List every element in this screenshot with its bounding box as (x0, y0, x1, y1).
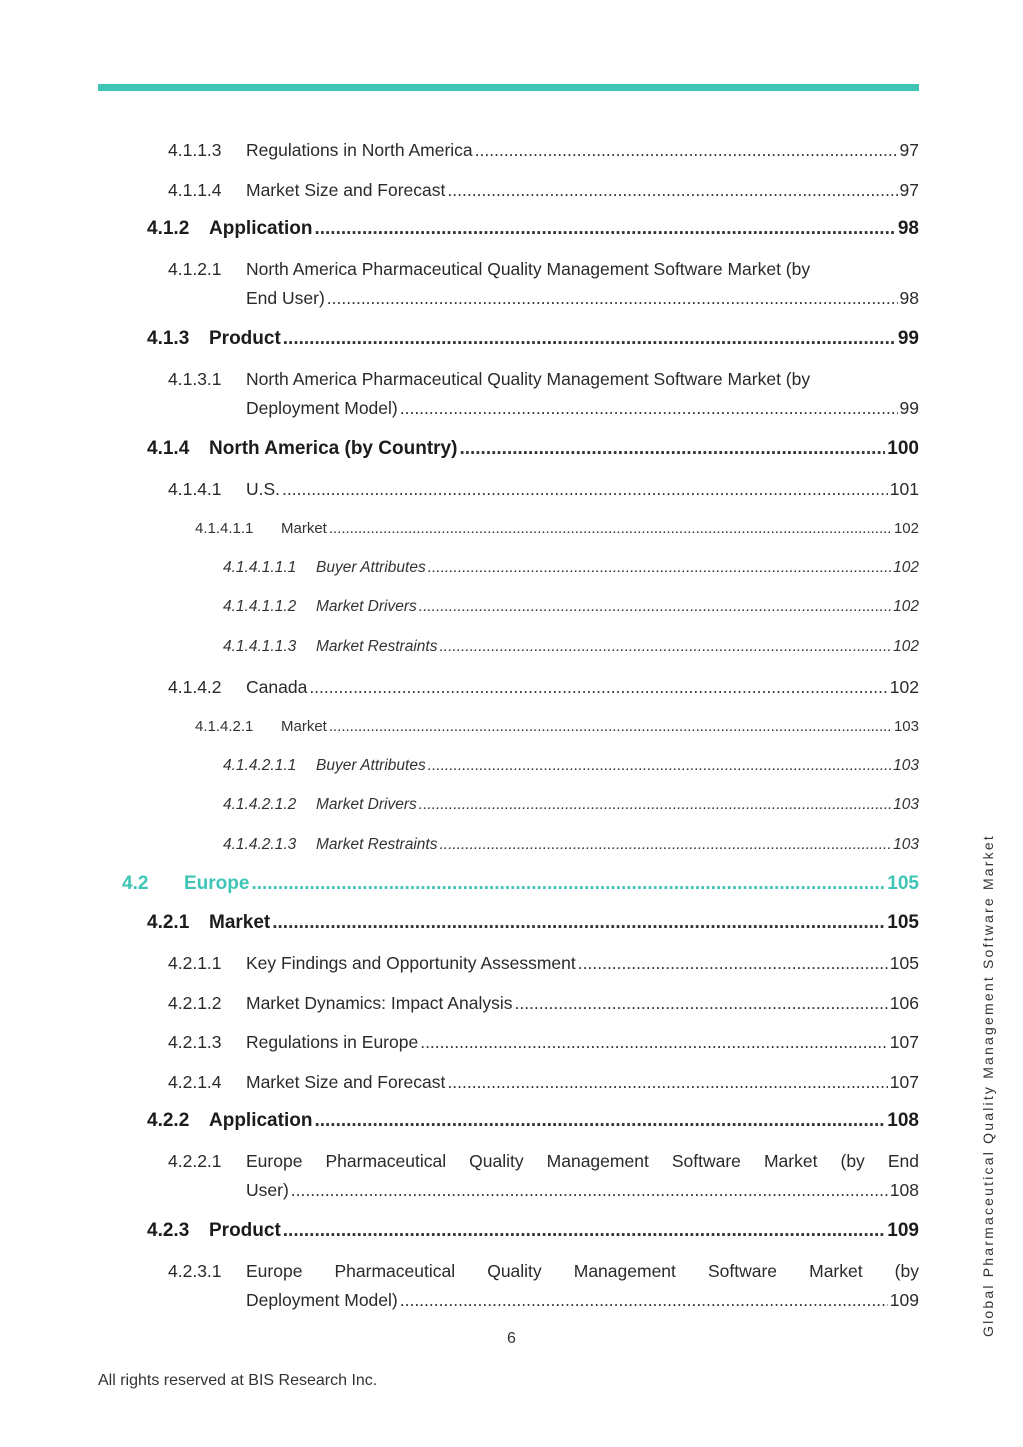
toc-entry[interactable] (168, 677, 919, 698)
toc-title: Europe Pharmaceutical Quality Management Software Market (by (246, 1261, 919, 1281)
toc-page: 100 (887, 438, 919, 459)
toc-title: Europe (184, 873, 250, 894)
toc-entry[interactable] (195, 718, 919, 735)
toc-title: Buyer Attributes (316, 559, 426, 576)
dot-leader (283, 1220, 886, 1242)
dot-leader (314, 1110, 885, 1132)
toc-number: 4.2 (122, 873, 149, 894)
toc-title: Europe Pharmaceutical Quality Management Software Market (by End (246, 1151, 919, 1171)
toc-number: 4.2.1.3 (168, 1032, 222, 1052)
toc-page: 106 (889, 993, 919, 1013)
toc-entry[interactable] (147, 328, 919, 350)
dot-leader (514, 993, 887, 1014)
toc-page: 99 (899, 398, 919, 418)
toc-entry[interactable] (223, 638, 919, 656)
toc-title: Buyer Attributes (316, 757, 426, 774)
toc-number: 4.1.2 (147, 218, 190, 239)
toc-title: Product (209, 328, 281, 349)
toc-entry[interactable] (223, 757, 919, 775)
toc-entry[interactable] (147, 1110, 919, 1132)
dot-leader (283, 328, 896, 350)
toc-number: 4.2.1.2 (168, 993, 222, 1013)
toc-number: 4.1.4.2.1 (195, 718, 254, 735)
dot-leader (329, 718, 892, 735)
toc-page: 97 (899, 140, 919, 160)
dot-leader (272, 912, 885, 934)
toc-page: 99 (897, 328, 919, 349)
dot-leader (420, 1032, 888, 1053)
toc-title: Application (209, 218, 313, 239)
toc-entry[interactable] (147, 1220, 919, 1242)
dot-leader (428, 757, 891, 775)
toc-page: 107 (889, 1072, 919, 1092)
dot-leader (282, 479, 888, 500)
toc-title: Regulations in North America (246, 140, 473, 160)
toc-title: Market Size and Forecast (246, 180, 446, 200)
toc-number: 4.1.3.1 (168, 369, 222, 389)
toc-entry[interactable] (223, 796, 919, 814)
dot-leader (447, 180, 897, 201)
toc-entry[interactable] (168, 993, 919, 1014)
toc-page: 105 (887, 873, 919, 894)
toc-title: Market Restraints (316, 638, 438, 655)
dot-leader (459, 438, 885, 460)
toc-entry[interactable] (168, 1032, 919, 1053)
toc-page: 109 (889, 1290, 919, 1310)
toc-number: 4.2.2.1 (168, 1151, 222, 1171)
dot-leader (291, 1180, 888, 1201)
toc-page: 103 (893, 718, 919, 735)
dot-leader (314, 218, 895, 240)
side-running-title: Global Pharmaceutical Quality Management Software Market (980, 834, 996, 1337)
toc-number: 4.1.4.2.1.1 (223, 757, 297, 774)
toc-page: 102 (893, 598, 919, 615)
dot-leader (329, 520, 892, 537)
toc-number: 4.1.1.4 (168, 180, 222, 200)
dot-leader (251, 873, 885, 895)
toc-title-continued: Deployment Model) (246, 398, 398, 418)
toc-page: 101 (889, 479, 919, 499)
toc-entry[interactable] (168, 180, 919, 201)
toc-number: 4.1.1.3 (168, 140, 222, 160)
toc-number: 4.2.1.4 (168, 1072, 222, 1092)
toc-entry[interactable] (168, 1261, 919, 1311)
toc-entry[interactable] (168, 953, 919, 974)
toc-page: 97 (899, 180, 919, 200)
toc-number: 4.1.4.2.1.3 (223, 836, 297, 853)
toc-entry[interactable] (223, 598, 919, 616)
toc-page: 103 (893, 757, 919, 774)
toc-page: 109 (887, 1220, 919, 1241)
toc-number: 4.2.3.1 (168, 1261, 222, 1281)
toc-title: Market (209, 912, 271, 933)
toc-title: Market Drivers (316, 796, 417, 813)
toc-number: 4.1.3 (147, 328, 190, 349)
toc-title: Market Size and Forecast (246, 1072, 446, 1092)
toc-title: Market Drivers (316, 598, 417, 615)
toc-number: 4.2.2 (147, 1110, 190, 1131)
dot-leader (475, 140, 898, 161)
dot-leader (439, 836, 891, 854)
toc-title: U.S. (246, 479, 281, 499)
toc-page: 102 (893, 559, 919, 576)
toc-number: 4.1.4.1.1.2 (223, 598, 297, 615)
toc-number: 4.2.1 (147, 912, 190, 933)
toc-title-continued: User) (246, 1180, 289, 1200)
toc-title: North America Pharmaceutical Quality Management Software Market (by (246, 369, 811, 389)
toc-number: 4.1.4.1.1 (195, 520, 254, 537)
toc-number: 4.1.2.1 (168, 259, 222, 279)
toc-number: 4.1.4.2.1.2 (223, 796, 297, 813)
toc-title: North America (by Country) (209, 438, 458, 459)
dot-leader (419, 598, 891, 616)
toc-page: 108 (889, 1180, 919, 1200)
toc-title-continued: Deployment Model) (246, 1290, 398, 1310)
toc-title: Regulations in Europe (246, 1032, 419, 1052)
page-number: 6 (507, 1330, 516, 1347)
dot-leader (578, 953, 888, 974)
toc-entry[interactable] (147, 438, 919, 460)
dot-leader (428, 559, 891, 577)
toc-number: 4.1.4.1.1.3 (223, 638, 297, 655)
dot-leader (400, 398, 898, 419)
toc-entry[interactable] (147, 912, 919, 934)
dot-leader (400, 1290, 888, 1311)
toc-page: 105 (889, 953, 919, 973)
toc-number: 4.1.4 (147, 438, 190, 459)
toc-title: Key Findings and Opportunity Assessment (246, 953, 576, 973)
toc-title: Application (209, 1110, 313, 1131)
toc-page: 103 (893, 836, 919, 853)
toc-page: 102 (893, 520, 919, 537)
dot-leader (327, 288, 898, 309)
toc-page: 98 (899, 288, 919, 308)
toc-entry[interactable] (168, 1072, 919, 1093)
toc-title: Market (281, 718, 327, 735)
toc-entry[interactable] (147, 218, 919, 240)
toc-number: 4.1.4.1 (168, 479, 222, 499)
toc-title: Market Restraints (316, 836, 438, 853)
toc-page: 103 (893, 796, 919, 813)
toc-entry[interactable] (168, 479, 919, 500)
toc-entry[interactable] (195, 520, 919, 537)
dot-leader (309, 677, 887, 698)
dot-leader (439, 638, 891, 656)
toc-page: 108 (887, 1110, 919, 1131)
toc-chapter-entry[interactable] (122, 873, 919, 895)
toc-number: 4.1.4.1.1.1 (223, 559, 297, 576)
toc-page: 105 (887, 912, 919, 933)
footer-copyright: All rights reserved at BIS Research Inc. (98, 1372, 378, 1389)
toc-entry[interactable] (168, 259, 919, 309)
dot-leader (419, 796, 891, 814)
toc-entry[interactable] (168, 369, 919, 419)
toc-title: Market Dynamics: Impact Analysis (246, 993, 513, 1013)
toc-page: 102 (889, 677, 919, 697)
toc-entry[interactable] (168, 1151, 919, 1201)
toc-entry[interactable] (223, 559, 919, 577)
toc-title-continued: End User) (246, 288, 325, 308)
toc-page: 102 (893, 638, 919, 655)
dot-leader (447, 1072, 887, 1093)
toc-page: 98 (897, 218, 919, 239)
toc-title: Canada (246, 677, 308, 697)
toc-title: Product (209, 1220, 281, 1241)
toc-title: Market (281, 520, 327, 537)
toc-page: 107 (889, 1032, 919, 1052)
toc-title: North America Pharmaceutical Quality Management Software Market (by (246, 259, 811, 279)
toc-number: 4.2.3 (147, 1220, 190, 1241)
toc-entry[interactable] (168, 140, 919, 161)
toc-entry[interactable] (223, 836, 919, 854)
toc-number: 4.2.1.1 (168, 953, 222, 973)
toc-number: 4.1.4.2 (168, 677, 222, 697)
